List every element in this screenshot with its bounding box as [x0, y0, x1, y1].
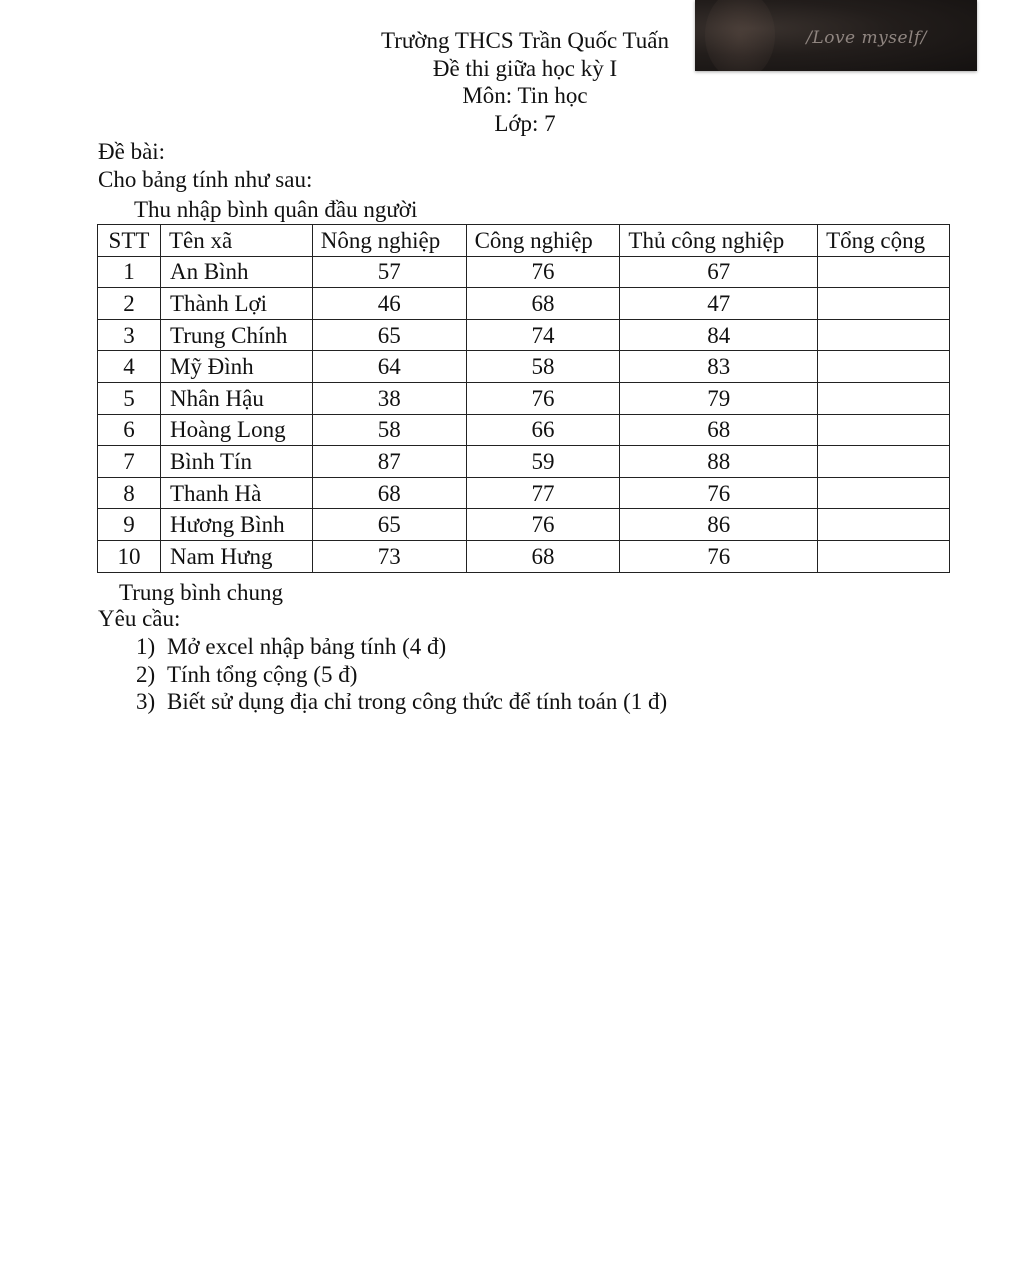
cell-stt: 1 [98, 256, 161, 288]
cell-industry: 59 [466, 446, 620, 478]
cell-industry: 68 [466, 288, 620, 320]
header-name: Tên xã [160, 225, 312, 257]
cell-name: Thanh Hà [160, 477, 312, 509]
table-row [98, 256, 950, 288]
cell-stt: 3 [98, 319, 161, 351]
header-stt: STT [98, 225, 161, 257]
cell-industry: 76 [466, 382, 620, 414]
requirement-item [136, 633, 667, 661]
cell-name: Thành Lợi [160, 288, 312, 320]
cell-name: An Bình [160, 256, 312, 288]
grade-line: Lớp: 7 [494, 110, 556, 136]
cell-handicraft: 67 [620, 256, 818, 288]
cell-handicraft: 79 [620, 382, 818, 414]
cell-industry: 68 [466, 540, 620, 572]
table-row [98, 351, 950, 383]
cell-stt: 8 [98, 477, 161, 509]
table-row [98, 540, 950, 572]
cell-agriculture: 87 [312, 446, 466, 478]
subject-line: Môn: Tin học [462, 83, 588, 108]
cell-handicraft: 68 [620, 414, 818, 446]
cell-total [818, 477, 950, 509]
table-row [98, 477, 950, 509]
intro-text: Cho bảng tính như sau: [98, 167, 313, 192]
table-row [98, 414, 950, 446]
table-row [98, 382, 950, 414]
requirements-heading: Yêu cầu: [98, 606, 181, 631]
table-row [98, 288, 950, 320]
school-name: Trường THCS Trần Quốc Tuấn [381, 28, 669, 53]
cell-agriculture: 73 [312, 540, 466, 572]
cell-total [818, 540, 950, 572]
photo-caption: /Love myself/ [806, 28, 927, 48]
table-row [98, 509, 950, 541]
table-row [98, 319, 950, 351]
requirement-number: 3) [136, 689, 156, 714]
requirement-text: Tính tổng cộng (5 đ) [167, 661, 358, 687]
cell-name: Mỹ Đình [160, 351, 312, 383]
cell-handicraft: 84 [620, 319, 818, 351]
cell-agriculture: 38 [312, 382, 466, 414]
header-total: Tổng cộng [818, 225, 950, 257]
cell-total [818, 256, 950, 288]
cell-handicraft: 47 [620, 288, 818, 320]
cell-name: Nam Hưng [160, 540, 312, 572]
cell-handicraft: 88 [620, 446, 818, 478]
header-handicraft: Thủ công nghiệp [620, 225, 818, 257]
cell-total [818, 382, 950, 414]
cell-agriculture: 58 [312, 414, 466, 446]
cell-name: Hương Bình [160, 509, 312, 541]
cell-agriculture: 57 [312, 256, 466, 288]
requirements-list [136, 633, 667, 716]
prompt-heading: Đề bài: [98, 139, 166, 164]
requirement-item [136, 688, 667, 716]
cell-handicraft: 76 [620, 540, 818, 572]
average-label: Trung bình chung [119, 580, 283, 605]
cell-industry: 66 [466, 414, 620, 446]
requirement-text: Biết sử dụng địa chỉ trong công thức để tính toán (1 đ) [167, 689, 668, 714]
table-header-row [98, 225, 950, 257]
cell-name: Bình Tín [160, 446, 312, 478]
cell-handicraft: 83 [620, 351, 818, 383]
cell-stt: 4 [98, 351, 161, 383]
requirement-text: Mở excel nhập bảng tính (4 đ) [167, 634, 447, 659]
cell-agriculture: 65 [312, 509, 466, 541]
cell-stt: 9 [98, 509, 161, 541]
cell-total [818, 319, 950, 351]
table-title: Thu nhập bình quân đầu người [134, 197, 418, 222]
requirement-item [136, 661, 667, 689]
cell-agriculture: 65 [312, 319, 466, 351]
cell-agriculture: 64 [312, 351, 466, 383]
cell-stt: 6 [98, 414, 161, 446]
cell-total [818, 414, 950, 446]
exam-title: Đề thi giữa học kỳ I [432, 55, 618, 81]
cell-stt: 5 [98, 382, 161, 414]
cell-total [818, 351, 950, 383]
cell-stt: 10 [98, 540, 161, 572]
cell-handicraft: 76 [620, 477, 818, 509]
cell-name: Nhân Hậu [160, 382, 312, 414]
cell-agriculture: 68 [312, 477, 466, 509]
cell-industry: 58 [466, 351, 620, 383]
document-header [300, 27, 750, 137]
requirement-number: 1) [136, 634, 156, 659]
cell-industry: 76 [466, 509, 620, 541]
cell-total [818, 446, 950, 478]
cell-handicraft: 86 [620, 509, 818, 541]
cell-industry: 77 [466, 477, 620, 509]
cell-agriculture: 46 [312, 288, 466, 320]
cell-name: Trung Chính [160, 319, 312, 351]
header-industry: Công nghiệp [466, 225, 620, 257]
cell-total [818, 288, 950, 320]
requirement-number: 2) [136, 661, 156, 687]
income-table [97, 224, 950, 573]
cell-total [818, 509, 950, 541]
header-agriculture: Nông nghiệp [312, 225, 466, 257]
cell-stt: 2 [98, 288, 161, 320]
cell-stt: 7 [98, 446, 161, 478]
table-row [98, 446, 950, 478]
cell-industry: 74 [466, 319, 620, 351]
cell-name: Hoàng Long [160, 414, 312, 446]
cell-industry: 76 [466, 256, 620, 288]
